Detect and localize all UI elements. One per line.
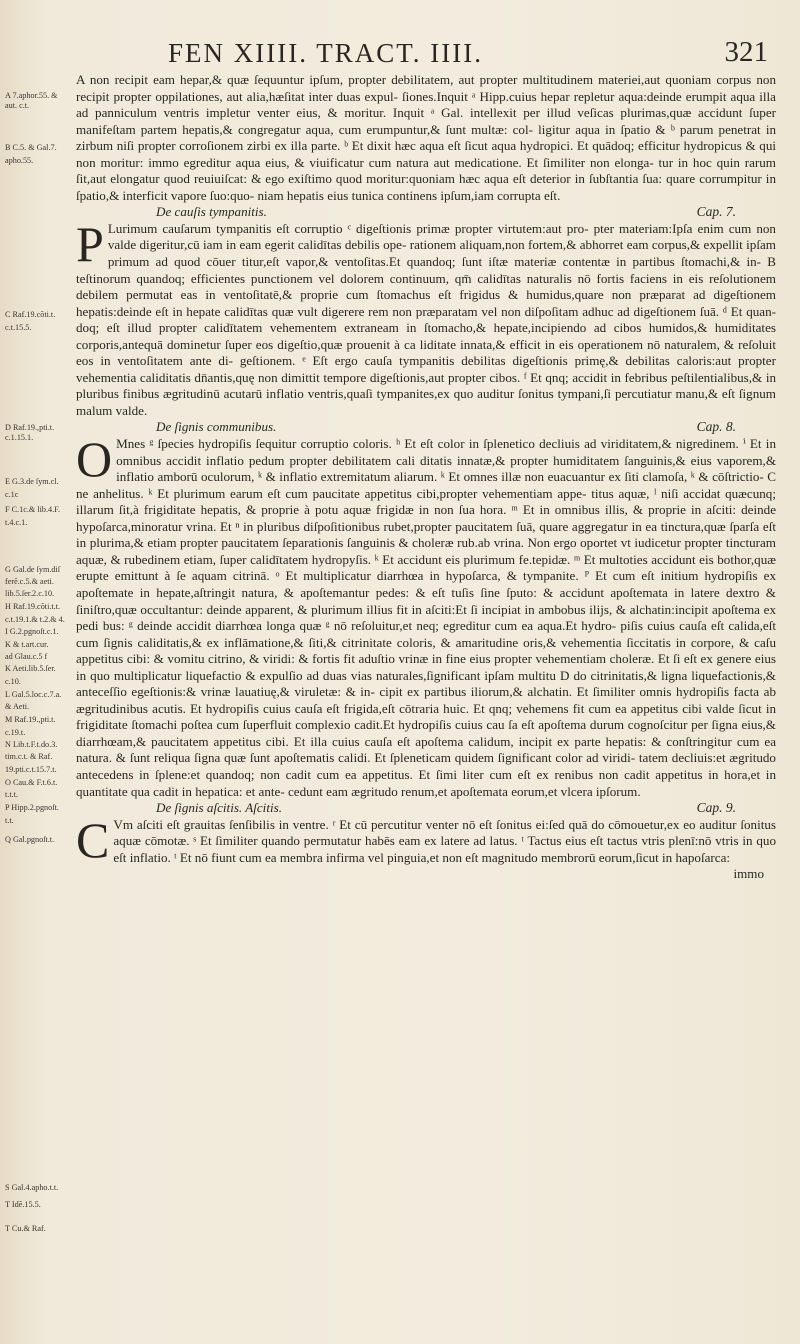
text-line: eſt frigidus & humidus,quare non præparat ad digeſtionem hepatis:deinde eſt in hepate calidītas bbox=[76, 287, 776, 319]
text-line: ᵏ & inflatio extremitatum aliarum. ᵏ Et omnes illæ non euacuantur ex ſiti clamoſa, ᵏ & cōſtrictio- bbox=[257, 469, 768, 485]
paragraph bbox=[76, 431, 777, 800]
margin-note: T Cu.& Raf. bbox=[5, 1224, 46, 1233]
margin-note: c.10. bbox=[5, 677, 21, 686]
text-line: impletur venter eius, & moritur. Inquit ᵃ Gal. intellexit per illud veſicas plurimas,quæ accidunt bbox=[205, 105, 750, 121]
text-line: tur in hoc quin rarum ſit,aut elongatur quod reuiuiſcat: & ego exiſtimo quod moritur:quoniam bbox=[76, 154, 776, 187]
text-line: ditatis innatæ,& propter humiditatem ſanguinis,& eius vaporem,& inflatio amborū oculorum, bbox=[116, 452, 777, 485]
margin-note: t.t.t. bbox=[5, 790, 18, 799]
margin-note: c.1c bbox=[5, 490, 19, 499]
text-line: ſuper manifeſtam partem hepatis,& congregatur aqua, cum erumpuntur,& ſunt multæ: col- bbox=[76, 105, 777, 137]
margin-note: S Gal.4.apho.t.t. bbox=[5, 1183, 59, 1192]
margin-note: K & t.art.cur. bbox=[5, 640, 49, 649]
text-line: Non ergo oportet vt iudicetur propter tincturam aquæ, & rubedinem etiam, ſuper calidītatem bbox=[76, 535, 776, 567]
margin-note: t.t. bbox=[5, 816, 14, 825]
chapter-heading bbox=[76, 800, 776, 817]
text-line: fortis faciens in eis reſolutionem debilem permutat eas in ventoſitatē,& proprie cum ſtomachus bbox=[76, 270, 776, 303]
text-line: C ne anhelitus. ᵏ Et plurimum earum eſt cum paucitate appetitus cibi,propter vehementiam appe- bbox=[76, 469, 776, 501]
text-line: ſine ſputo: & accidunt apoſtemata in latere dextro & ſiniſtro,quæ occultantur: deinde apparent, bbox=[76, 584, 776, 617]
marginal-notes bbox=[0, 0, 72, 1344]
margin-note: t.4.c.1. bbox=[5, 518, 28, 527]
chapter-number: Cap. 8. bbox=[696, 419, 736, 435]
text-line: accidit in febribus peſtilentialibus,& in pluribus finibus ægritudinū acutarū inflatio ventris,quaſi bbox=[76, 369, 777, 402]
text-line: ſa eſt apoſtema durum cognoſcitur per ſigna eius,& diarrhœam,& paucitatem appetitus cibi. Et bbox=[76, 717, 776, 749]
margin-note: H Raf.19.cõti.t.t. bbox=[5, 602, 61, 611]
chapter-heading bbox=[76, 204, 776, 221]
margin-note: tim.c.t. & Raf. bbox=[5, 752, 53, 761]
margin-note: P Hipp.2.pgnoſt. bbox=[5, 803, 59, 812]
chapter-title: De ſignis aſcitis. Aſcitis. bbox=[156, 800, 282, 816]
margin-note: c.19.t. bbox=[5, 728, 26, 737]
text-line: titur,eſt vapor,& ventoſitas.Et quandoq; ſunt iſtæ materiæ contentæ in partibus ſtomachi,& in- bbox=[241, 254, 768, 270]
margin-note: E G.3.de ſym.cl. bbox=[5, 477, 59, 486]
margin-note: c.t.15.5. bbox=[5, 323, 32, 332]
text-line: piſis cuius cauſa eſt calida,eſt cum ſignis caliditatis,& ex inflāmatione,& ſiti,& citrinitate coloris, bbox=[76, 618, 776, 650]
text-line: liditate innata,& efficit in eis operationem nō naturalem, & reſoluit eos in ventoſitatem ante di- bbox=[76, 336, 776, 369]
text-line: emittunt à ſe aquam citrinā. ᵒ Et multiplicatur diarrhœa in hypoſarca, & tympanite. ᴾ Et cum eſt bbox=[114, 568, 661, 584]
text-line: do cōmouetur,ex eo auditur ſonitus aquæ cōmotæ. ˢ Et ſimiliter quando permutatur habēs bbox=[113, 816, 776, 849]
text-line: rationem aliquam,non fortem,& abhorret eam corpus,& expellit ipſam primum ad quod cōuer bbox=[107, 237, 776, 270]
margin-note: I G.2.pgnoſt.c.1. bbox=[5, 627, 59, 636]
text-line: liter cum eſt ex renibus non cadit appetitus in hora,et in quantitate qua cadit in hepatica: et ante- bbox=[76, 766, 776, 799]
margin-note: c.t.19.1.& t.2.& 4. bbox=[5, 615, 65, 624]
text-line: immo egreditur aqua eius, & viuificatur cum natura aut medicatione. Et ſimiliter non elonga- bbox=[148, 154, 659, 170]
page-header bbox=[168, 38, 768, 72]
text-line: cibos humidos,& humiditates corporis,antequā dominetur ſuper eos digeſtio,quæ prouenit à ca bbox=[76, 320, 776, 352]
drop-capital: P bbox=[76, 215, 104, 272]
margin-note: L Gal.5.loc.c.7.a. bbox=[5, 690, 62, 699]
text-line: illa cuius cauſa eſt apoſtema calidum, incipit ex parte hepatis: & conſtringitur cum ea natura. & bbox=[76, 733, 777, 766]
margin-note: D Raf.19.,pti.t. bbox=[5, 423, 55, 432]
text-line: titus aquæ, ˡ niſi accidat quæcunq; illarum ſit,à frigiditate hepatis, & proprie à potu aquæ frigidæ bbox=[76, 485, 776, 518]
margin-note: c.1.15.1. bbox=[5, 433, 34, 442]
text-line: & viridi: & fortis fit aduſtio vrinæ in fine eius propter vehementiam choleræ. Et ſi eſt ex genere bbox=[249, 651, 755, 667]
catchword: immo bbox=[733, 866, 764, 882]
text-line: tatem decliuis:et ægritudo antecedens in ſplene:et quandoq; non cadit cum ea appetitus. Et ſimi bbox=[76, 750, 776, 782]
text-line: D do citrinitatis,& ligna liquefactionis,& anteceſſio egeſtionis:& vrinæ lauatiuę,& viruletæ: & in- bbox=[76, 667, 776, 700]
margin-note: N Lib.t.F.t.do.3. bbox=[5, 740, 58, 749]
running-head: FEN XIIII. TRACT. IIII. bbox=[168, 38, 483, 68]
text-line: & plurimum illius fit in aſciti:Et ſi incipiat in ambobus ilijs, & alchatin:incipit apoſtema ex pedi bbox=[76, 601, 776, 634]
drop-capital: C bbox=[76, 811, 110, 868]
text-line: Lurimum cauſarum tympanitis eſt corruptio ᶜ digeſtionis primæ propter virtutem:aut pro- bbox=[107, 220, 594, 236]
text-line: cipit ex partibus iliorum,& alchatin. Et ſimiliter omnis hydropiſis facta ab ægritudinibus acutis. bbox=[76, 684, 776, 716]
text-line: Mnes ᵍ ſpecies hydropiſis ſequitur corruptio coloris. ʰ Et eſt color in ſplenetico decliuis ad bbox=[116, 436, 601, 452]
margin-note: O Cau.& F.t.6.t. bbox=[5, 778, 58, 787]
text-line: in non ſua hora. ᵐ Et in omnibus illis, & proprie in aſciti: deinde hypoſarca,minoratur vrina. Et bbox=[76, 502, 777, 534]
text-line: ligitur aqua in ſpatio & ᵇ parum penetrat in zirbum niſi propter corroſionem zirbi ex illa parte. bbox=[76, 121, 777, 154]
text-line: geſtionem. ᵉ Eſt ergo cauſa tympanitis debilitas digeſtionis primę,& debilitas caloris:aut propter bbox=[239, 353, 776, 369]
margin-note: ferẽ.c.5.& aeti. bbox=[5, 577, 54, 586]
text-line: doq; eſt illud propter calidītatem vehementem extraneam in ſtomacho,& hepate,incipiendo ad bbox=[76, 320, 614, 336]
chapter-number: Cap. 7. bbox=[696, 204, 736, 220]
margin-note: B C.5. & Gal.7. bbox=[5, 143, 57, 152]
paragraph bbox=[76, 811, 777, 868]
paragraph bbox=[76, 72, 776, 204]
text-line: ſunt reliqua ſigna quæ ſunt apoſtematis calidi. Et ſpleneticam quidem ſignificant color ad viridi- bbox=[129, 750, 639, 766]
text-line: pter materiam:Ipſa enim cum non valde digeritur,cū iam in eam egerit calidītas debilis ope- bbox=[107, 220, 776, 253]
chapter-heading bbox=[76, 419, 776, 436]
text-line: ſparſa eſt in plurima,& etiam propter paucitatem ſeparationis ſanguinis & choleræ rub.ab vrina. bbox=[76, 518, 776, 551]
text-line: A non recipit eam hepar,& quæ ſequuntur ipſum, propter debilitatem, aut propter multitudinem bbox=[76, 72, 599, 87]
text-line: eam ex latere ad latus. ᵗ Tactus eius eſt tactus vtris plenī:nō vtris in quo eſt inflatio. ᵗ Et nō fiunt bbox=[113, 833, 777, 865]
margin-note: K Aeti.lib.5.ſer. bbox=[5, 664, 56, 673]
text-line: vehementia caliditatis dn̄antis,quę non dimittit tempore digeſtionis,aut propter cibos. ᶠ Et qnq; bbox=[76, 369, 573, 385]
chapter-title: De cauſis tympanitis. bbox=[156, 204, 267, 220]
drop-capital: O bbox=[76, 431, 113, 488]
paragraph bbox=[76, 215, 777, 420]
margin-note: 19.pti.c.t.15.7.t. bbox=[5, 765, 57, 774]
margin-note: apho.55. bbox=[5, 156, 34, 165]
text-line: valde ſicut in frigiditate ſtomachi poſtea cum ſuperfluit complexio cadit.Et hydropiſis cuius cau bbox=[76, 700, 777, 733]
text-line: Vm aſciti eſt grauitas ſenſibilis in ventre. ʳ Et cū percutitur venter nō eſt ſonitus ei:ſed quā bbox=[113, 816, 592, 832]
margin-note: ad Glau.c.5 f bbox=[5, 652, 48, 661]
text-line: ᵇ Et dixit hæc aqua eſt ſicut aqua hydropici. Et quādoq; efficitur hydropicus & qui non moritur: bbox=[76, 138, 777, 170]
text-line: initium hydropiſis ex apoſtemate in hepate,aſtringit natura, & apoſtemantur pedes: & eſt tuſis bbox=[76, 568, 776, 600]
page-number: 321 bbox=[724, 36, 768, 68]
text-line: hydropyſis. ᵏ Et accidunt eis plurimum fe.tepidæ. ᵐ Et multoties accidunt eis bothor,quæ erupte bbox=[76, 551, 776, 584]
text-line: Et hydropiſis cuius cauſa eſt frigida,eſt cōtraria huic. Et qnq; vehemens fit cum ea appetitus cibi bbox=[190, 700, 706, 716]
text-line: ⁿ in pluribus diſpoſitionibus rubet,propter paucitatem ſuā, quare aggregatur in ea tinctura,quæ bbox=[235, 518, 730, 534]
text-line: hæc aqua eſt deterior in ſubſtantia ſua: quare corrumpitur in ſpatio,& interficit vapore ſuo:quo- bbox=[76, 171, 776, 203]
margin-note: A 7.aphor.55. & bbox=[5, 91, 58, 100]
text-line: niam hepatis eius tunica continens ipſum,iam corrupta eſt. bbox=[257, 187, 561, 203]
text-line: bus: ᵍ deinde accidit diarrhœa longa quæ ᵍ nō reſoluitur,et neq; egreditur cum ea aqua.Et hydro- bbox=[102, 618, 621, 634]
text-line: materiei,aut quoniam corpus non recipit propter oppilationes, aut alia,hæſitat inter duas expul- bbox=[76, 72, 776, 104]
text-line: eius in quo multiplicatur liquefactio & expulſio ad duas vias naturales,ſignificant ipſam multitu bbox=[76, 651, 776, 683]
main-text bbox=[76, 72, 776, 883]
margin-note: aut. c.t. bbox=[5, 101, 30, 110]
text-line: tympanites,ex quo auditur ſonitus tympani,ſi percutiatur manu,& eſt ſignum malum valde. bbox=[76, 386, 776, 418]
text-line: cum ea membra infirma vel pinguia,et non eſt magnitudo membrorū eorum,ſicut in hapoſarca: bbox=[239, 849, 731, 865]
text-line: B teſtinorum quandoq; efficientes punctionem vel dolorem continuum, qm̄ calidītas naturalis nō bbox=[76, 254, 776, 286]
margin-note: M Raf.19.,pti.t. bbox=[5, 715, 56, 724]
text-line: ſiones.Inquit ᵃ Hipp.cuius hepar repletur aqua:deinde erumpit aqua illa ad panniculum ventris bbox=[76, 88, 776, 121]
margin-note: & Aeti. bbox=[5, 702, 30, 711]
margin-note: G Gal.de ſym.diſ bbox=[5, 565, 61, 574]
margin-note: Q Gal.pgnoſt.t. bbox=[5, 835, 55, 844]
margin-note: F C.1c.& lib.4.F. bbox=[5, 505, 61, 514]
text-line: viriditatem,& nigredinem. ⁱ Et in omnibus accidit inflatio pedum propter debilitatem cali bbox=[116, 436, 776, 468]
margin-note: T Idẽ.15.5. bbox=[5, 1200, 41, 1209]
chapter-title: De ſignis communibus. bbox=[156, 419, 277, 435]
margin-note: lib.5.ſer.2.c.10. bbox=[5, 589, 55, 598]
chapter-number: Cap. 9. bbox=[696, 800, 736, 816]
text-line: quæ vult digerere rem non præparatam vel non diſpoſitam adhuc ad digeſtionem ſuā. ᵈ Et quan- bbox=[271, 303, 777, 319]
margin-note: C Raf.19.cõti.t. bbox=[5, 310, 56, 319]
text-line: cedunt eam ægritudo renum,et apoſtemata eorum,et vlcera ipſorum. bbox=[287, 783, 641, 799]
text-line: & amaritudine oris,& vehementia ſiccitatis in corpore, & caſu appetitus cibi: & vomitu citrino, bbox=[76, 634, 776, 667]
